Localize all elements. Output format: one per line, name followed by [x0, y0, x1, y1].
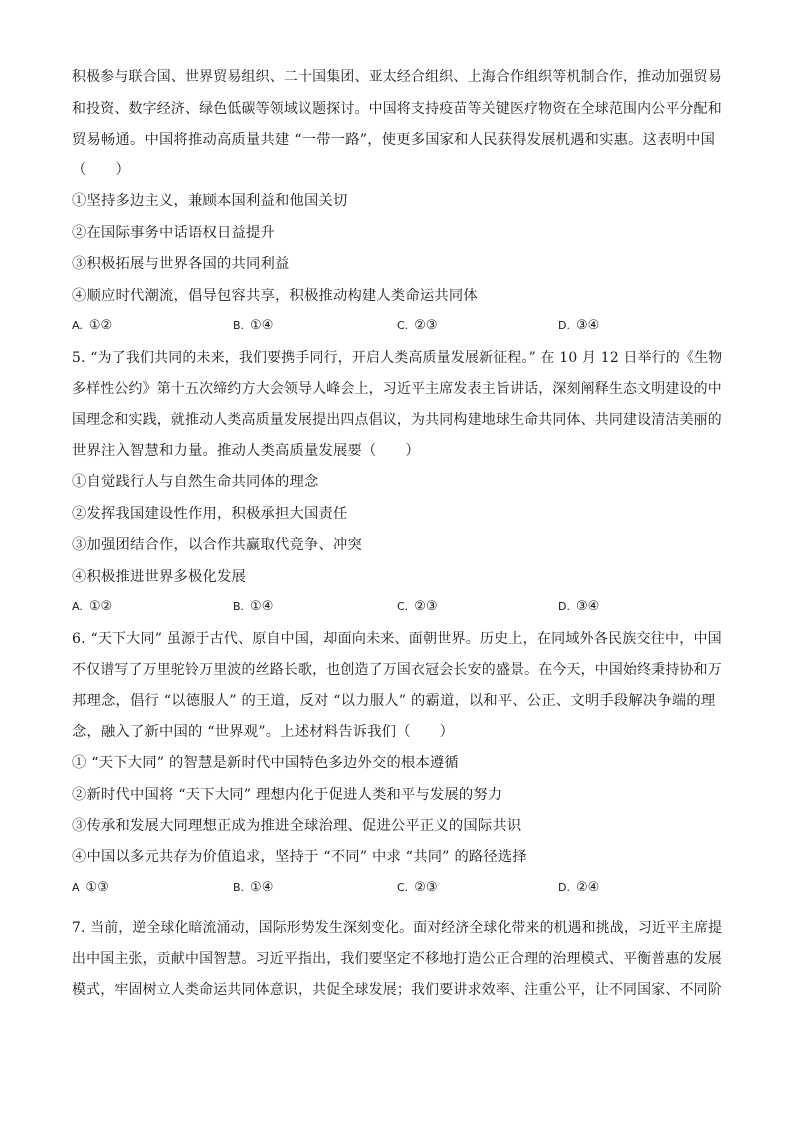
- option-key: D.: [558, 600, 570, 613]
- question-7-text-line: 模式，牢固树立人类命运共同体意识，共促全球发展；我们要讲求效率、注重公平，让不同国家、不同阶: [72, 982, 722, 998]
- option-text: ②④: [575, 880, 600, 895]
- option-b[interactable]: [233, 878, 273, 898]
- option-c[interactable]: [397, 597, 438, 617]
- option-key: C.: [397, 600, 409, 613]
- option-text: ②③: [414, 318, 438, 333]
- option-a[interactable]: [72, 878, 109, 898]
- question-4-text-line: 贸易畅通。中国将推动高质量共建 “一带一路”，使更多国家和人民获得发展机遇和实惠。这表明中国: [72, 132, 716, 148]
- option-key: B.: [233, 600, 245, 613]
- option-text: ①④: [250, 880, 274, 895]
- question-5-statement-1: ①自觉践行人与自然生命共同体的理念: [72, 474, 319, 490]
- question-7-text-line: 7. 当前，逆全球化暗流涌动，国际形势发生深刻变化。面对经济全球化带来的机遇和挑战，习近平主席提: [72, 920, 723, 936]
- question-6-statement-2: ②新时代中国将 “天下大同” 理想内化于促进人类和平与发展的努力: [72, 787, 503, 803]
- option-key: C.: [397, 319, 409, 332]
- option-text: ②③: [414, 880, 438, 895]
- option-d[interactable]: [558, 316, 599, 336]
- question-6-statement-1: ① “天下大同” 的智慧是新时代中国特色多边外交的根本遵循: [72, 755, 459, 771]
- question-5-statement-2: ②发挥我国建设性作用，积极承担大国责任: [72, 506, 348, 522]
- question-4-answer-blank: （ ）: [72, 162, 130, 178]
- question-6-statement-3: ③传承和发展大同理想正成为推进全球治理、促进公平正义的国际共识: [72, 818, 522, 834]
- option-key: A.: [72, 600, 83, 613]
- question-5-statement-3: ③加强团结合作，以合作共赢取代竞争、冲突: [72, 537, 362, 553]
- question-7-text-line: 出中国主张，贡献中国智慧。习近平指出，我们要坚定不移地打造公正合理的治理模式、平衡普惠的发展: [72, 951, 722, 967]
- question-5-text-line: 多样性公约》第十五次缔约方大会领导人峰会上，习近平主席发表主旨讲话，深刻阐释生态文明建设的中: [72, 381, 722, 397]
- question-5-options: [72, 597, 722, 617]
- option-key: B.: [233, 319, 245, 332]
- option-key: B.: [233, 881, 245, 894]
- option-text: ③④: [575, 318, 600, 333]
- option-text: ①④: [250, 599, 274, 614]
- question-6-text-line: 邦理念，倡行 “以德服人” 的王道，反对 “以力服人” 的霸道，以和平、公正、文明手段解决争端的理: [72, 693, 716, 709]
- option-c[interactable]: [397, 316, 438, 336]
- option-text: ①②: [88, 318, 113, 333]
- option-d[interactable]: [558, 597, 599, 617]
- question-4-statement-4: ④顺应时代潮流，倡导包容共享，积极推动构建人类命运共同体: [72, 288, 478, 304]
- option-c[interactable]: [397, 878, 438, 898]
- question-6-text-line: 不仅谱写了万里驼铃万里波的丝路长歌，也创造了万国衣冠会长安的盛景。在今天，中国始终秉持协和万: [72, 662, 722, 678]
- question-4-statement-1: ①坚持多边主义，兼顾本国利益和他国关切: [72, 193, 348, 209]
- option-text: ③④: [575, 599, 600, 614]
- option-a[interactable]: [72, 316, 112, 336]
- option-text: ①③: [85, 880, 109, 895]
- option-key: D.: [558, 319, 570, 332]
- option-a[interactable]: [72, 597, 112, 617]
- option-key: A.: [72, 319, 83, 332]
- option-d[interactable]: [558, 878, 599, 898]
- question-4-text-line: 和投资、数字经济、绿色低碳等领域议题探讨。中国将支持疫苗等关键医疗物资在全球范围内公平分配和: [72, 101, 722, 117]
- question-4-statement-2: ②在国际事务中话语权日益提升: [72, 225, 275, 241]
- option-key: C.: [397, 881, 409, 894]
- question-5-text-line: 5. “为了我们共同的未来，我们要携手同行，开启人类高质量发展新征程。” 在 10 月 12 日举行的《生物: [72, 350, 723, 366]
- question-5-text-line: 国理念和实践，就推动人类高质量发展提出四点倡议，为共同构建地球生命共同体、共同建设清洁美丽的: [72, 412, 722, 428]
- question-6-options: [72, 878, 722, 898]
- question-6-statement-4: ④中国以多元共存为价值追求，坚持于 “不同” 中求 “共同” 的路径选择: [72, 849, 527, 865]
- question-5-text-line: 世界注入智慧和力量。推动人类高质量发展要（ ）: [72, 443, 420, 459]
- question-5-statement-4: ④积极推进世界多极化发展: [72, 569, 246, 585]
- question-6-text-line: 6. “天下大同” 虽源于古代、原自中国，却面向未来、面朝世界。历史上，在同域外各民族交往中，中国: [72, 631, 722, 647]
- option-b[interactable]: [233, 316, 273, 336]
- option-text: ①④: [250, 318, 274, 333]
- option-key: D.: [558, 881, 570, 894]
- option-text: ②③: [414, 599, 438, 614]
- option-b[interactable]: [233, 597, 273, 617]
- option-text: ①②: [88, 599, 113, 614]
- question-6-text-line: 念，融入了新中国的 “世界观”。上述材料告诉我们（ ）: [72, 724, 455, 740]
- question-4-options: [72, 316, 722, 336]
- question-4-text-line: 积极参与联合国、世界贸易组织、二十国集团、亚太经合组织、上海合作组织等机制合作，推动加强贸易: [72, 69, 722, 85]
- question-4-statement-3: ③积极拓展与世界各国的共同利益: [72, 256, 290, 272]
- option-key: A: [72, 881, 80, 894]
